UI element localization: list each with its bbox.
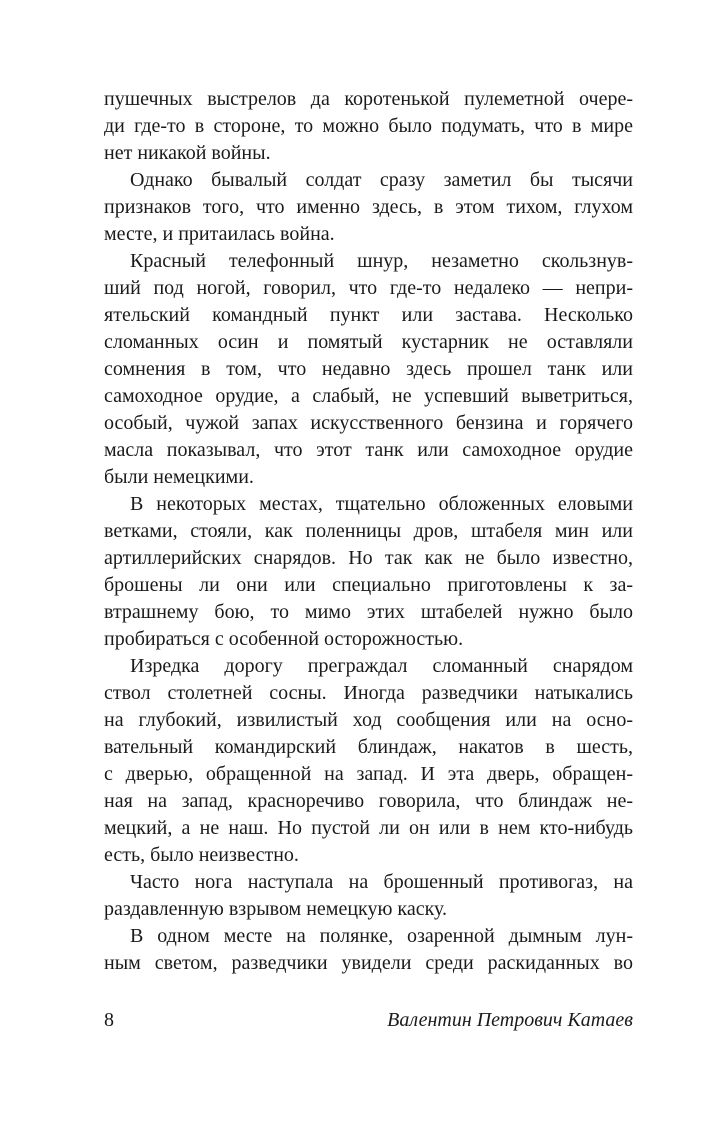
text-line: В одном месте на полянке, озаренной дымным лун-: [130, 925, 633, 947]
text-line: пушечных выстрелов да коротенькой пулеметной очере-: [104, 88, 633, 110]
text-line: ным светом, разведчики увидели среди раскиданных во: [104, 952, 633, 974]
text-line: признаков того, что именно здесь, в этом тихом, глухом: [104, 196, 633, 218]
text-line: на глубокий, извилистый ход сообщения или на осно-: [104, 709, 633, 731]
text-line: В некоторых местах, тщательно обложенных еловыми: [130, 493, 633, 515]
text-line: сломанных осин и помятый кустарник не оставляли: [104, 331, 633, 353]
text-line: втрашнему бою, то мимо этих штабелей нужно было: [104, 601, 633, 623]
text-line: месте, и притаилась война.: [104, 223, 335, 245]
text-line: раздавленную взрывом немецкую каску.: [104, 898, 448, 920]
text-line: с дверью, обращенной на запад. И эта дверь, обращен-: [104, 763, 633, 785]
text-line: мецкий, а не наш. Но пустой ли он или в нем кто-нибудь: [104, 817, 633, 839]
text-line: есть, было неизвестно.: [104, 844, 299, 866]
page-text: [104, 86, 633, 977]
text-line: Однако бывалый солдат сразу заметил бы тысячи: [130, 169, 633, 191]
text-line: масла показывал, что этот танк или самоходное орудие: [104, 439, 633, 461]
text-line: сомнения в том, что недавно здесь прошел танк или: [104, 358, 633, 380]
text-line: были немецкими.: [104, 466, 254, 488]
text-line: нет никакой войны.: [104, 142, 271, 164]
page-number: 8: [104, 1009, 114, 1031]
page-footer: [104, 1007, 633, 1034]
text-line: Красный телефонный шнур, незаметно скользнув-: [130, 250, 633, 272]
text-line: ветками, стояли, как поленницы дров, штабеля мин или: [104, 520, 633, 542]
text-line: ятельский командный пункт или застава. Несколько: [104, 304, 633, 326]
text-line: Изредка дорогу преграждал сломанный снарядом: [130, 655, 633, 677]
text-line: брошены ли они или специально приготовлены к за-: [104, 574, 633, 596]
text-line: ди где-то в стороне, то можно было подумать, что в мире: [104, 115, 633, 137]
text-line: ствол столетней сосны. Иногда разведчики натыкались: [104, 682, 633, 704]
text-line: особый, чужой запах искусственного бензина и горячего: [104, 412, 633, 434]
text-line: артиллерийских снарядов. Но так как не было известно,: [104, 547, 633, 569]
text-line: вательный командирский блиндаж, накатов в шесть,: [104, 736, 633, 758]
text-line: Часто нога наступала на брошенный противогаз, на: [130, 871, 633, 893]
text-line: ший под ногой, говорил, что где-то недалеко — непри-: [104, 277, 633, 299]
text-line: ная на запад, красноречиво говорила, что блиндаж не-: [104, 790, 633, 812]
text-line: самоходное орудие, а слабый, не успевший выветриться,: [104, 385, 633, 407]
text-line: пробираться с особенной осторожностью.: [104, 628, 464, 650]
author-name: Валентин Петрович Катаев: [387, 1009, 633, 1031]
